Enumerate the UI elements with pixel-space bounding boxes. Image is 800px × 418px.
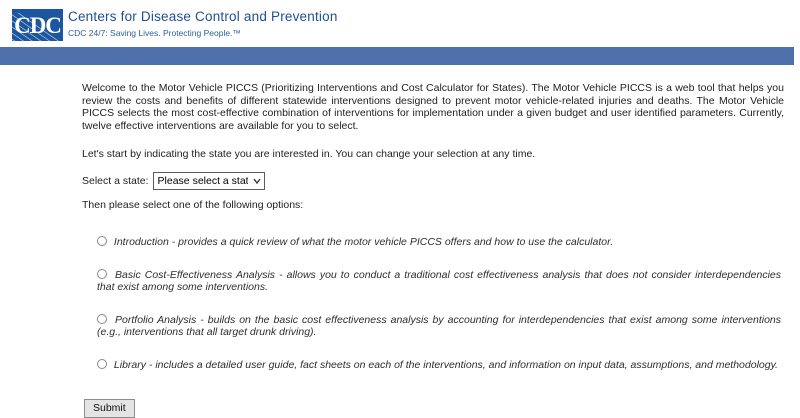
agency-tagline: CDC 24/7: Saving Lives. Protecting People.™: [68, 28, 241, 38]
options-prompt-text: Then please select one of the following options:: [82, 198, 304, 211]
state-select-label: Select a state:: [82, 174, 149, 187]
submit-button[interactable]: Submit: [84, 399, 135, 418]
basic-cost-effectiveness-radio[interactable]: [97, 269, 107, 279]
library-label: Library - includes a detailed user guide, fact sheets on each of the interventions, and information on input data, assumptions, and methodology.: [113, 358, 778, 371]
cdc-header: [0, 0, 800, 47]
agency-title: Centers for Disease Control and Prevention: [68, 9, 338, 24]
cdc-logo[interactable]: [12, 9, 63, 41]
portfolio-analysis-label: Portfolio Analysis - builds on the basic cost effectiveness analysis by accounting for interdependencies that exist among some interventions (e.g., interventions that all target drunk driving).: [97, 313, 781, 338]
introduction-label: Introduction - provides a quick review of what the motor vehicle PICCS offers and how to use the calculator.: [113, 236, 614, 248]
submit-row: [84, 398, 800, 418]
basic-cost-effectiveness-label: Basic Cost-Effectiveness Analysis - allows you to conduct a traditional cost effectiveness analysis that does not consider interdependencies that exist among some interventions.: [97, 268, 781, 293]
options-group: [97, 236, 781, 371]
header-divider-bar: [0, 47, 794, 65]
state-select-wrapper: [153, 172, 265, 190]
option-library[interactable]: [97, 359, 781, 372]
portfolio-analysis-radio[interactable]: [97, 314, 107, 324]
option-introduction[interactable]: [97, 236, 781, 249]
header-titles: [68, 9, 338, 39]
svg-text:CDC: CDC: [14, 13, 61, 38]
introduction-radio[interactable]: [97, 236, 107, 246]
option-portfolio-analysis[interactable]: [97, 314, 781, 339]
welcome-paragraph: Welcome to the Motor Vehicle PICCS (Prioritizing Interventions and Cost Calculator for States). The Motor Vehicle PICCS is a web tool that helps you review the costs and benefits of different statewide interventions designed to prevent motor vehicle-related injuries and deaths. The Motor Vehicle PICCS selects the most cost-effective combination of interventions for implementation under a given budget and user identified parameters. Currently, twelve effective interventions are available for you to select.: [82, 82, 784, 132]
main-content: [0, 65, 800, 418]
option-basic-cost-effectiveness[interactable]: [97, 269, 781, 294]
state-select-row: [82, 172, 800, 190]
cdc-logo-icon: [12, 9, 63, 41]
state-select[interactable]: [153, 172, 265, 190]
lets-start-text: Let's start by indicating the state you are interested in. You can change your selection at any time.: [82, 148, 536, 160]
library-radio[interactable]: [97, 359, 107, 369]
